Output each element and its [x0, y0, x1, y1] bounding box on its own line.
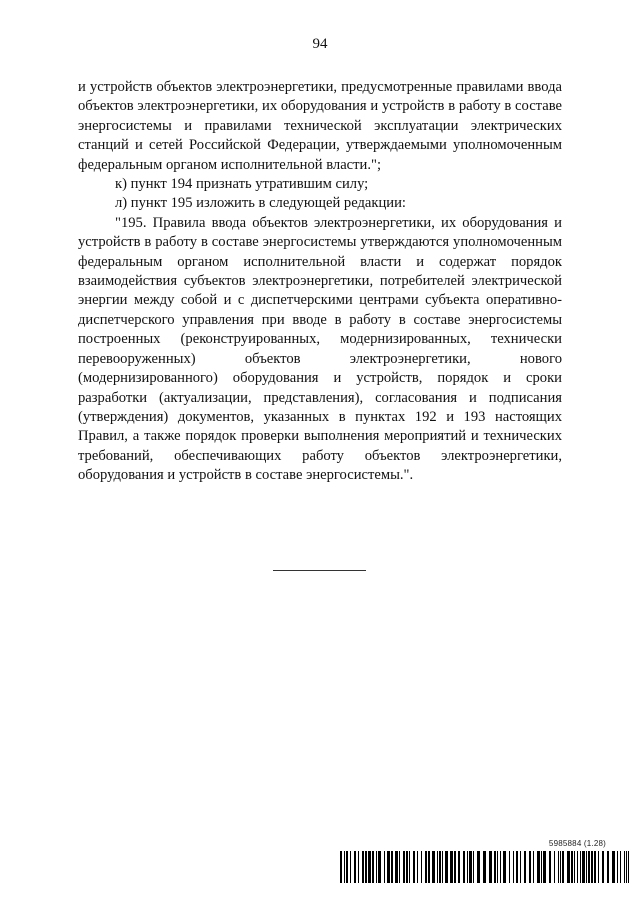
barcode-bar [500, 851, 501, 883]
barcode-bar [346, 851, 348, 883]
barcode-bar [354, 851, 356, 883]
barcode-bar [612, 851, 615, 883]
barcode-bar [439, 851, 441, 883]
barcode-bar [537, 851, 540, 883]
barcode-bar [413, 851, 415, 883]
barcode-bar [598, 851, 599, 883]
barcode-bar [577, 851, 578, 883]
barcode-bar [473, 851, 474, 883]
barcode-bar [417, 851, 418, 883]
barcode-bar [340, 851, 342, 883]
page-number: 94 [312, 36, 328, 52]
barcode-bar [365, 851, 367, 883]
barcode-bar [494, 851, 496, 883]
barcode-bar [594, 851, 596, 883]
barcode-bar [395, 851, 398, 883]
paragraph: "195. Правила ввода объектов электроэнергетики, их оборудования и устройств в работу в составе энергосистемы утверждаются уполномоченным федеральным органом исполнительной власти и содержат порядок взаимодействия субъектов электроэнергетики, потребителей электрической энергии между собой и с диспетчерскими центрами субъекта оперативно-диспетчерского управления при вводе в работу в составе энергосистемы построенных (реконструированных, модернизированных, технически перевооруженных) объектов электроэнергетики, нового (модернизированного) оборудования и устройств, порядок и сроки разработки (актуализации, представления), согласования и подписания (утверждения) документов, указанных в пунктах 192 и 193 настоящих Правил, а также порядок проверки выполнения мероприятий и технических требований, обеспечивающих работу объектов электроэнергетики, оборудования и устройств в составе энергосистемы.". [78, 214, 562, 484]
barcode-bar [458, 851, 460, 883]
barcode-bar [403, 851, 405, 883]
barcode-bar [428, 851, 430, 883]
barcode-bar [450, 851, 453, 883]
barcode-bar [509, 851, 510, 883]
barcode-bar [586, 851, 587, 883]
barcode-bar [520, 851, 521, 883]
barcode-bar [626, 851, 627, 883]
barcode [340, 851, 630, 883]
barcode-block [340, 838, 630, 888]
barcode-caption: 5985884 (1.28) [548, 839, 606, 848]
barcode-bar [391, 851, 393, 883]
barcode-bar [549, 851, 551, 883]
barcode-bar [560, 851, 561, 883]
barcode-bar [368, 851, 371, 883]
barcode-bar [624, 851, 625, 883]
barcode-bar [574, 851, 575, 883]
barcode-bar [406, 851, 408, 883]
barcode-bar [469, 851, 472, 883]
barcode-bar [378, 851, 381, 883]
barcode-bar [580, 851, 581, 883]
barcode-bar [421, 851, 422, 883]
barcode-bar [372, 851, 374, 883]
barcode-bar [588, 851, 590, 883]
barcode-bar [554, 851, 555, 883]
barcode-bar [620, 851, 621, 883]
barcode-bar [503, 851, 506, 883]
document-body [78, 78, 562, 486]
barcode-bar [567, 851, 570, 883]
barcode-bar [432, 851, 435, 883]
barcode-bar [409, 851, 410, 883]
separator-line [273, 570, 366, 571]
barcode-bar [344, 851, 345, 883]
barcode-bar [437, 851, 438, 883]
barcode-bar [602, 851, 604, 883]
barcode-bar [454, 851, 456, 883]
barcode-bar [497, 851, 498, 883]
barcode-bar [399, 851, 400, 883]
barcode-bar [442, 851, 443, 883]
barcode-bar [358, 851, 359, 883]
barcode-bar [467, 851, 468, 883]
barcode-bar [582, 851, 585, 883]
barcode-bar [562, 851, 564, 883]
barcode-bar [617, 851, 618, 883]
barcode-bar [558, 851, 559, 883]
barcode-bar [541, 851, 542, 883]
barcode-bar [425, 851, 427, 883]
barcode-bar [384, 851, 385, 883]
barcode-bar [362, 851, 364, 883]
barcode-bar [529, 851, 531, 883]
paragraph: к) пункт 194 признать утратившим силу; [115, 176, 369, 193]
barcode-bar [607, 851, 609, 883]
barcode-bar [350, 851, 351, 883]
barcode-bar [571, 851, 573, 883]
barcode-bar [591, 851, 593, 883]
barcode-bar [513, 851, 514, 883]
barcode-bar [489, 851, 492, 883]
barcode-bar [516, 851, 518, 883]
paragraph: л) пункт 195 изложить в следующей редакции: [115, 195, 406, 212]
paragraph: и устройств объектов электроэнергетики, предусмотренные правилами ввода объектов электроэнергетики, их оборудования и устройств в работу в составе энергосистемы и правилами технической эксплуатации электрических станций и сетей Российской Федерации, утверждаемыми уполномоченным федеральным органом исполнительной власти."; [78, 79, 562, 173]
barcode-bar [387, 851, 390, 883]
barcode-bar [445, 851, 448, 883]
barcode-bar [524, 851, 526, 883]
barcode-bar [543, 851, 546, 883]
barcode-bar [533, 851, 534, 883]
barcode-bar [463, 851, 465, 883]
barcode-bar [477, 851, 480, 883]
barcode-bar [376, 851, 377, 883]
barcode-bar [628, 851, 629, 883]
barcode-bar [483, 851, 486, 883]
